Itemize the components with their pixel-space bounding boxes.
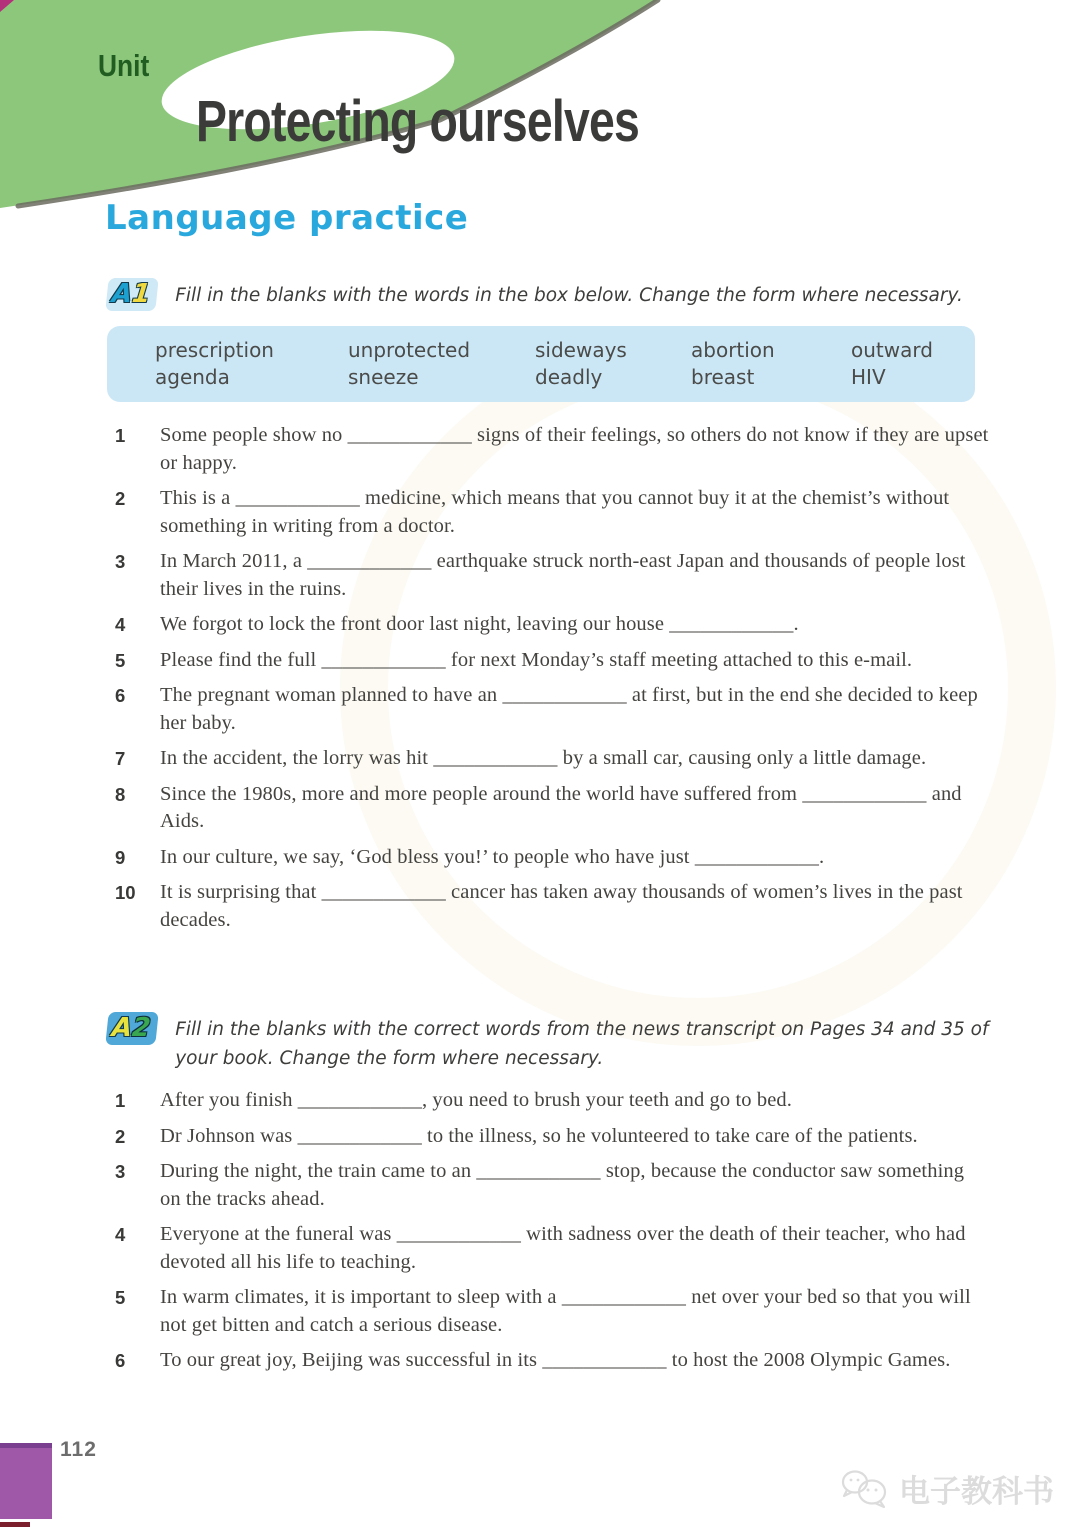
item-number: 3 <box>115 1161 126 1182</box>
item-text: Since the 1980s, more and more people around the world have suffered from ____________ and Aids. <box>160 782 962 832</box>
item-text: It is surprising that ____________ cancer has taken away thousands of women’s lives in the past decades. <box>160 881 963 931</box>
word-box-word: sneeze <box>348 365 419 389</box>
item-number: 4 <box>115 1224 126 1245</box>
word-box-word: agenda <box>155 365 230 389</box>
item-number: 5 <box>115 649 126 671</box>
page-title: Protecting ourselves <box>196 89 639 154</box>
item-number: 1 <box>115 1090 126 1111</box>
exercise-item <box>107 1284 989 1339</box>
item-text: In March 2011, a ____________ earthquake struck north-east Japan and thousands of people lost their lives in the ruins. <box>160 550 966 600</box>
exercise-item <box>107 1347 989 1375</box>
word-box-word: prescription <box>155 338 274 362</box>
badge-letter: A <box>110 1013 134 1043</box>
item-number: 4 <box>115 614 126 635</box>
badge-letter: 1 <box>130 279 152 309</box>
item-text: In the accident, the lorry was hit ____________ by a small car, causing only a little damage. <box>160 747 927 769</box>
item-text: We forgot to lock the front door last night, leaving our house ____________. <box>160 613 799 635</box>
item-text: This is a ____________ medicine, which means that you cannot buy it at the chemist’s without something in writing from a doctor. <box>160 487 950 537</box>
exercise-a2-section <box>107 1015 989 1383</box>
exercise-item <box>107 647 989 675</box>
word-box-word: unprotected <box>348 338 471 362</box>
footer-purple-strip <box>0 1443 52 1448</box>
exercise-item <box>107 844 989 872</box>
exercise-a1-items <box>107 422 989 934</box>
exercise-item <box>107 1158 989 1213</box>
word-box-word: breast <box>691 365 755 389</box>
item-number: 7 <box>115 748 126 769</box>
item-text: In our culture, we say, ‘God bless you!’ to people who have just ____________. <box>160 845 825 868</box>
watermark-text: 电子教科书 <box>899 1474 1054 1510</box>
exercise-a2-instruction: Fill in the blanks with the correct words from the news transcript on Pages 34 and 35 of your book. Change the form where necessary. <box>175 1019 989 1069</box>
item-number: 2 <box>115 488 126 509</box>
exercise-item <box>107 1221 989 1276</box>
word-box-word: sideways <box>535 338 627 362</box>
exercise-item <box>107 1123 989 1151</box>
exercise-item <box>107 879 989 934</box>
corner-sliver <box>0 1522 30 1527</box>
chat-bubbles-icon <box>839 1468 891 1510</box>
exercise-a1-section <box>107 281 989 942</box>
item-text: During the night, the train came to an ____________ stop, because the conductor saw something on the tracks ahead. <box>160 1160 965 1210</box>
item-number: 6 <box>115 685 126 706</box>
item-number: 3 <box>115 551 126 572</box>
exercise-a2-badge <box>105 1012 159 1045</box>
item-text: The pregnant woman planned to have an ____________ at first, but in the end she decided to keep her baby. <box>160 684 978 734</box>
exercise-a1-instruction: Fill in the blanks with the words in the box below. Change the form where necessary. <box>175 285 963 306</box>
item-number: 6 <box>115 1350 126 1371</box>
publisher-watermark <box>839 1466 1054 1511</box>
page-number: 112 <box>60 1438 97 1461</box>
item-number: 9 <box>115 846 126 868</box>
footer-purple-block <box>0 1443 52 1519</box>
exercise-item <box>107 781 989 836</box>
item-number: 10 <box>115 882 136 903</box>
exercise-item <box>107 485 989 540</box>
item-text: Please find the full ____________ for next Monday’s staff meeting attached to this e-mail. <box>160 648 913 671</box>
exercise-item <box>107 1087 989 1115</box>
item-text: Everyone at the funeral was ____________ with sadness over the death of their teacher, who had devoted all his life to teaching. <box>160 1223 966 1273</box>
exercise-a1-badge <box>105 278 159 311</box>
word-box-word: deadly <box>535 365 603 389</box>
word-box-word: abortion <box>691 338 775 362</box>
word-box-word: outward <box>851 338 933 362</box>
section-heading: Language practice <box>105 198 469 238</box>
item-text: Some people show no ____________ signs of their feelings, so others do not know if they are upset or happy. <box>160 424 989 474</box>
item-number: 8 <box>115 783 126 805</box>
item-number: 5 <box>115 1287 126 1308</box>
exercise-item <box>107 745 989 773</box>
exercise-item <box>107 682 989 737</box>
item-text: In warm climates, it is important to sleep with a ____________ net over your bed so that you will not get bitten and catch a serious disease. <box>160 1286 971 1336</box>
word-box <box>107 326 975 402</box>
badge-letter: 2 <box>130 1013 152 1043</box>
exercise-item <box>107 548 989 603</box>
exercise-item <box>107 422 989 477</box>
item-text: To our great joy, Beijing was successful in its ____________ to host the 2008 Olympic Games. <box>160 1349 951 1371</box>
item-number: 2 <box>115 1125 126 1147</box>
unit-label: Unit <box>98 48 150 83</box>
badge-letter: A <box>110 279 134 309</box>
word-box-word: HIV <box>851 365 886 389</box>
item-text: Dr Johnson was ____________ to the illness, so he volunteered to take care of the patients. <box>160 1124 918 1147</box>
item-text: After you finish ____________, you need to brush your teeth and go to bed. <box>160 1089 792 1111</box>
exercise-item <box>107 611 989 639</box>
item-number: 1 <box>115 425 126 446</box>
exercise-a2-items <box>107 1087 989 1375</box>
